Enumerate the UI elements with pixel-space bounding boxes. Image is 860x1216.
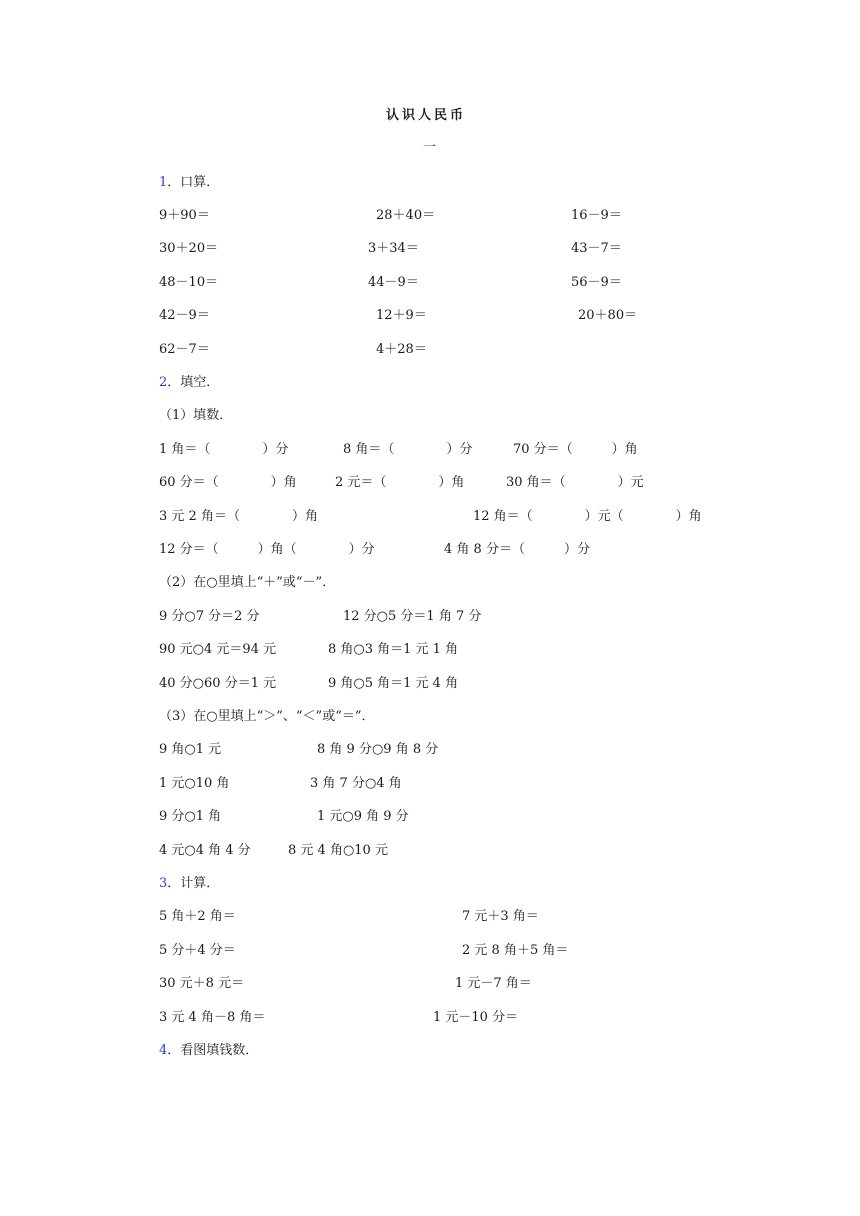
q1-item: 42－9＝ [159,308,210,323]
question-4-heading [159,1043,258,1059]
q2-sub3-item: 1 元○9 角 9 分 [317,809,409,824]
q3-item: 3 元 4 角－8 角＝ [159,1010,266,1025]
q2-sub1-item: 60 分＝（ ）角 [159,475,297,490]
question-number: 1 [159,175,168,190]
q2-sub2-item: 90 元○4 元＝94 元 [159,642,277,657]
q2-sub3-item: 4 元○4 角 4 分 [159,843,251,858]
q1-item: 9＋90＝ [159,208,210,223]
q1-item: 28＋40＝ [376,208,436,223]
q2-sub2-item: 8 角○3 角＝1 元 1 角 [328,642,459,657]
q1-item: 48－10＝ [159,275,219,290]
question-number: 2 [159,375,168,390]
q2-sub3-item: 9 角○1 元 [159,742,222,757]
q2-sub3-item: 1 元○10 角 [159,776,230,791]
q2-sub3-item: 8 角 9 分○9 角 8 分 [317,742,439,757]
page-subtitle: 一 [423,140,437,155]
q3-item: 5 角＋2 角＝ [159,909,236,924]
q2-sub1-item: 1 角＝（ ）分 [159,442,289,457]
q1-item: 43－7＝ [571,241,622,256]
q2-sub3-item: 8 元 4 角○10 元 [288,843,388,858]
q3-item: 1 元－7 角＝ [455,976,532,991]
question-label: ．看图填钱数． [167,1043,259,1058]
q3-item: 2 元 8 角＋5 角＝ [462,943,569,958]
q1-item: 44－9＝ [368,275,419,290]
q3-item: 5 分＋4 分＝ [159,943,236,958]
q3-item: 30 元＋8 元＝ [159,976,245,991]
q1-item: 3＋34＝ [368,241,419,256]
q2-sub2-item: 40 分○60 分＝1 元 [159,676,277,691]
q2-sub1-item: 2 元＝（ ）角 [335,475,465,490]
question-label: ．口算． [167,175,220,190]
q3-item: 7 元＋3 角＝ [462,909,539,924]
q2-sub2-item: 9 角○5 角＝1 元 4 角 [328,676,459,691]
q1-item: 12＋9＝ [376,308,427,323]
q2-sub3-label: （3）在○里填上“＞”、“＜”或“＝”． [159,709,375,724]
q2-sub1-item: 70 分＝（ ）角 [513,442,638,457]
q2-sub1-label: （1）填数． [159,408,233,423]
q2-sub1-item: 12 角＝（ ）元（ ）角 [473,509,702,524]
q1-item: 4＋28＝ [376,342,427,357]
q1-item: 20＋80＝ [578,308,638,323]
q3-item: 1 元－10 分＝ [433,1010,519,1025]
question-3-heading [159,876,219,892]
question-number: 4 [159,1043,168,1058]
question-2-heading [159,375,219,391]
q1-item: 62－7＝ [159,342,210,357]
q1-item: 30＋20＝ [159,241,219,256]
page-title: 认识人民币 [386,108,467,123]
question-1-heading [159,175,219,191]
q2-sub3-item: 9 分○1 角 [159,809,222,824]
q2-sub1-item: 12 分＝（ ）角（ ）分 [159,542,375,557]
q2-sub2-item: 9 分○7 分＝2 分 [159,609,260,624]
question-number: 3 [159,876,168,891]
q2-sub1-item: 3 元 2 角＝（ ）角 [159,509,318,524]
question-label: ．计算． [167,876,220,891]
q2-sub2-item: 12 分○5 分＝1 角 7 分 [343,609,482,624]
q2-sub1-item: 30 角＝（ ）元 [506,475,644,490]
q2-sub1-item: 4 角 8 分＝（ ）分 [444,542,590,557]
q1-item: 56－9＝ [571,275,622,290]
q2-sub3-item: 3 角 7 分○4 角 [310,776,402,791]
question-label: ．填空． [167,375,220,390]
q2-sub2-label: （2）在○里填上“＋”或“－”． [159,575,336,590]
q1-item: 16－9＝ [571,208,622,223]
q2-sub1-item: 8 角＝（ ）分 [343,442,473,457]
